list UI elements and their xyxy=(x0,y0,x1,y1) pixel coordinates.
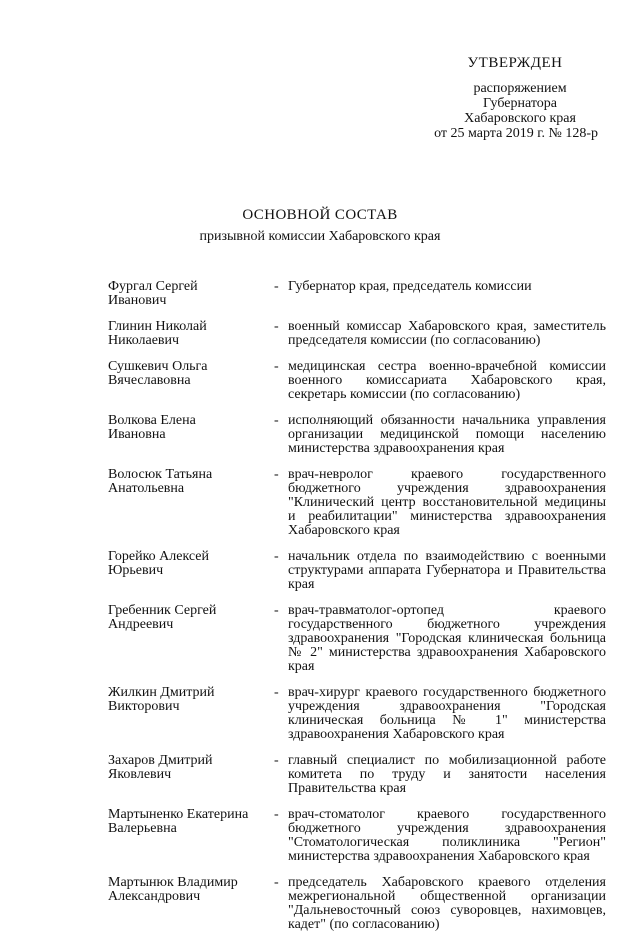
member-dash: - xyxy=(274,603,279,618)
member-row xyxy=(108,550,608,592)
member-row xyxy=(108,468,608,538)
member-row xyxy=(108,876,608,932)
member-dash: - xyxy=(274,753,279,768)
member-row xyxy=(108,754,608,796)
member-name xyxy=(108,808,274,864)
member-surname-first: Захаров Дмитрий xyxy=(108,753,213,768)
member-row xyxy=(108,414,608,456)
member-patronymic: Андреевич xyxy=(108,617,174,632)
member-role: начальник отдела по взаимодействию с военными структурами аппарата Губернатора и Правительства края xyxy=(288,549,606,592)
member-patronymic: Ивановна xyxy=(108,427,166,442)
member-patronymic: Яковлевич xyxy=(108,767,172,782)
member-row xyxy=(108,320,608,348)
member-name xyxy=(108,360,274,402)
approval-line-3: Хабаровского края xyxy=(464,111,576,126)
member-patronymic: Вячеславовна xyxy=(108,373,191,388)
member-surname-first: Гребенник Сергей xyxy=(108,603,217,618)
member-role: председатель Хабаровского краевого отделения межрегиональной общественной организации "Дальневосточный союз суворовцев, нахимовцев, кадет" (по согласованию) xyxy=(288,875,606,932)
member-surname-first: Сушкевич Ольга xyxy=(108,359,208,374)
member-name xyxy=(108,604,274,674)
member-name xyxy=(108,280,274,308)
member-role: врач-хирург краевого государственного бюджетного учреждения здравоохранения "Городская клиническая больница № 1" министерства здравоохранения Хабаровского края xyxy=(288,685,606,742)
member-patronymic: Викторович xyxy=(108,699,180,714)
member-row xyxy=(108,808,608,864)
member-name xyxy=(108,320,274,348)
member-patronymic: Николаевич xyxy=(108,333,180,348)
document-title xyxy=(0,206,640,246)
member-dash: - xyxy=(274,467,279,482)
member-patronymic: Анатольевна xyxy=(108,481,185,496)
member-role: главный специалист по мобилизационной работе комитета по труду и занятости населения Правительства края xyxy=(288,753,606,796)
approval-block xyxy=(390,56,620,141)
member-dash: - xyxy=(274,685,279,700)
member-surname-first: Мартынюк Владимир xyxy=(108,875,238,890)
member-name xyxy=(108,550,274,592)
member-patronymic: Иванович xyxy=(108,293,167,308)
member-patronymic: Валерьевна xyxy=(108,821,177,836)
title-subtitle: призывной комиссии Хабаровского края xyxy=(199,229,441,244)
member-surname-first: Волкова Елена xyxy=(108,413,196,428)
approval-line-2: Губернатора xyxy=(482,96,558,111)
member-name xyxy=(108,414,274,456)
member-role: врач-невролог краевого государственного бюджетного учреждения здравоохранения "Клинический центр восстановительной медицины и реабилитации" министерства здравоохранения Хабаровского края xyxy=(288,467,606,538)
title-main: ОСНОВНОЙ СОСТАВ xyxy=(242,207,398,223)
member-surname-first: Горейко Алексей xyxy=(108,549,210,564)
members-list xyxy=(108,280,608,944)
member-surname-first: Мартыненко Екатерина xyxy=(108,807,249,822)
order-reference: от 25 марта 2019 г. № 128-р xyxy=(434,126,598,141)
member-name xyxy=(108,876,274,932)
member-name xyxy=(108,754,274,796)
approval-line-1: распоряжением xyxy=(473,81,567,96)
member-surname-first: Волосюк Татьяна xyxy=(108,467,213,482)
member-row xyxy=(108,686,608,742)
member-patronymic: Александрович xyxy=(108,889,201,904)
member-role: медицинская сестра военно-врачебной комиссии военного комиссариата Хабаровского края, секретарь комиссии (по согласованию) xyxy=(288,359,606,402)
member-role: военный комиссар Хабаровского края, заместитель председателя комиссии (по согласованию) xyxy=(288,319,606,348)
member-row xyxy=(108,280,608,308)
member-name xyxy=(108,686,274,742)
member-role: исполняющий обязанности начальника управления организации медицинской помощи населению министерства здравоохранения края xyxy=(288,413,606,456)
member-dash: - xyxy=(274,359,279,374)
member-role: врач-травматолог-ортопед краевого государственного бюджетного учреждения здравоохранения "Городская клиническая больница № 2" министерства здравоохранения Хабаровского края xyxy=(288,603,606,674)
member-dash: - xyxy=(274,413,279,428)
member-dash: - xyxy=(274,319,279,334)
member-surname-first: Глинин Николай xyxy=(108,319,207,334)
member-dash: - xyxy=(274,807,279,822)
member-name xyxy=(108,468,274,538)
member-dash: - xyxy=(274,875,279,890)
member-role: Губернатор края, председатель комиссии xyxy=(288,279,532,294)
member-dash: - xyxy=(274,279,279,294)
member-dash: - xyxy=(274,549,279,564)
member-surname-first: Жилкин Дмитрий xyxy=(108,685,215,700)
member-surname-first: Фургал Сергей xyxy=(108,279,198,294)
member-row xyxy=(108,604,608,674)
member-patronymic: Юрьевич xyxy=(108,563,164,578)
approved-heading: УТВЕРЖДЕН xyxy=(467,55,563,71)
member-row xyxy=(108,360,608,402)
member-role: врач-стоматолог краевого государственного бюджетного учреждения здравоохранения "Стоматологическая поликлиника "Регион" министерства здравоохранения Хабаровского края xyxy=(288,807,606,864)
